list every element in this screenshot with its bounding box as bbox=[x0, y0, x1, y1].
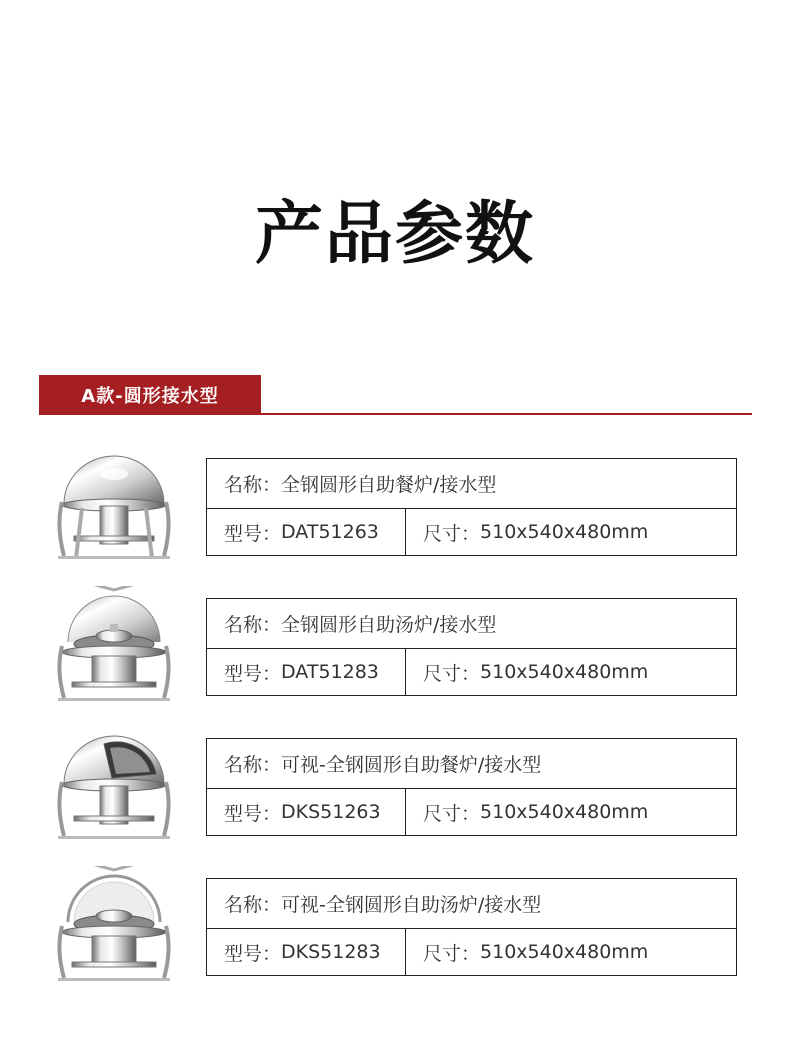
product-item bbox=[0, 738, 790, 868]
spec-row-model-size bbox=[207, 788, 736, 836]
size-value: 尺寸： 510x540x480mm bbox=[423, 661, 649, 685]
product-item bbox=[0, 458, 790, 588]
spec-row-model-size bbox=[207, 648, 736, 696]
section-tab: A款-圆形接水型 bbox=[39, 375, 261, 415]
round-chafing-dish-window-icon bbox=[52, 726, 176, 856]
spec-row-name bbox=[207, 459, 736, 509]
spec-row-name bbox=[207, 599, 736, 649]
size-value: 尺寸： 510x540x480mm bbox=[423, 801, 649, 825]
spec-table bbox=[206, 458, 737, 556]
page-title: 产品参数 bbox=[254, 195, 535, 274]
spec-row-model-size bbox=[207, 508, 736, 556]
round-soup-chafer-window-open-icon bbox=[52, 866, 176, 996]
model-value: 型号： DKS51263 bbox=[207, 788, 406, 836]
name-value: 名称：可视-全钢圆形自助汤炉/接水型 bbox=[224, 894, 542, 916]
name-value: 名称：可视-全钢圆形自助餐炉/接水型 bbox=[224, 754, 542, 776]
section-divider bbox=[39, 413, 752, 415]
spec-table bbox=[206, 878, 737, 976]
product-item bbox=[0, 878, 790, 1008]
spec-row-name bbox=[207, 879, 736, 929]
size-value: 尺寸： 510x540x480mm bbox=[423, 941, 649, 965]
model-value: 型号： DAT51263 bbox=[207, 508, 406, 556]
spec-table bbox=[206, 738, 737, 836]
round-chafing-dish-closed-icon bbox=[52, 446, 176, 576]
spec-table bbox=[206, 598, 737, 696]
name-value: 名称：全钢圆形自助汤炉/接水型 bbox=[224, 614, 497, 636]
round-soup-chafer-open-icon bbox=[52, 586, 176, 716]
name-value: 名称：全钢圆形自助餐炉/接水型 bbox=[224, 474, 497, 496]
spec-row-model-size bbox=[207, 928, 736, 976]
spec-row-name bbox=[207, 739, 736, 789]
model-value: 型号： DKS51283 bbox=[207, 928, 406, 976]
model-value: 型号： DAT51283 bbox=[207, 648, 406, 696]
product-item bbox=[0, 598, 790, 728]
size-value: 尺寸： 510x540x480mm bbox=[423, 521, 649, 545]
